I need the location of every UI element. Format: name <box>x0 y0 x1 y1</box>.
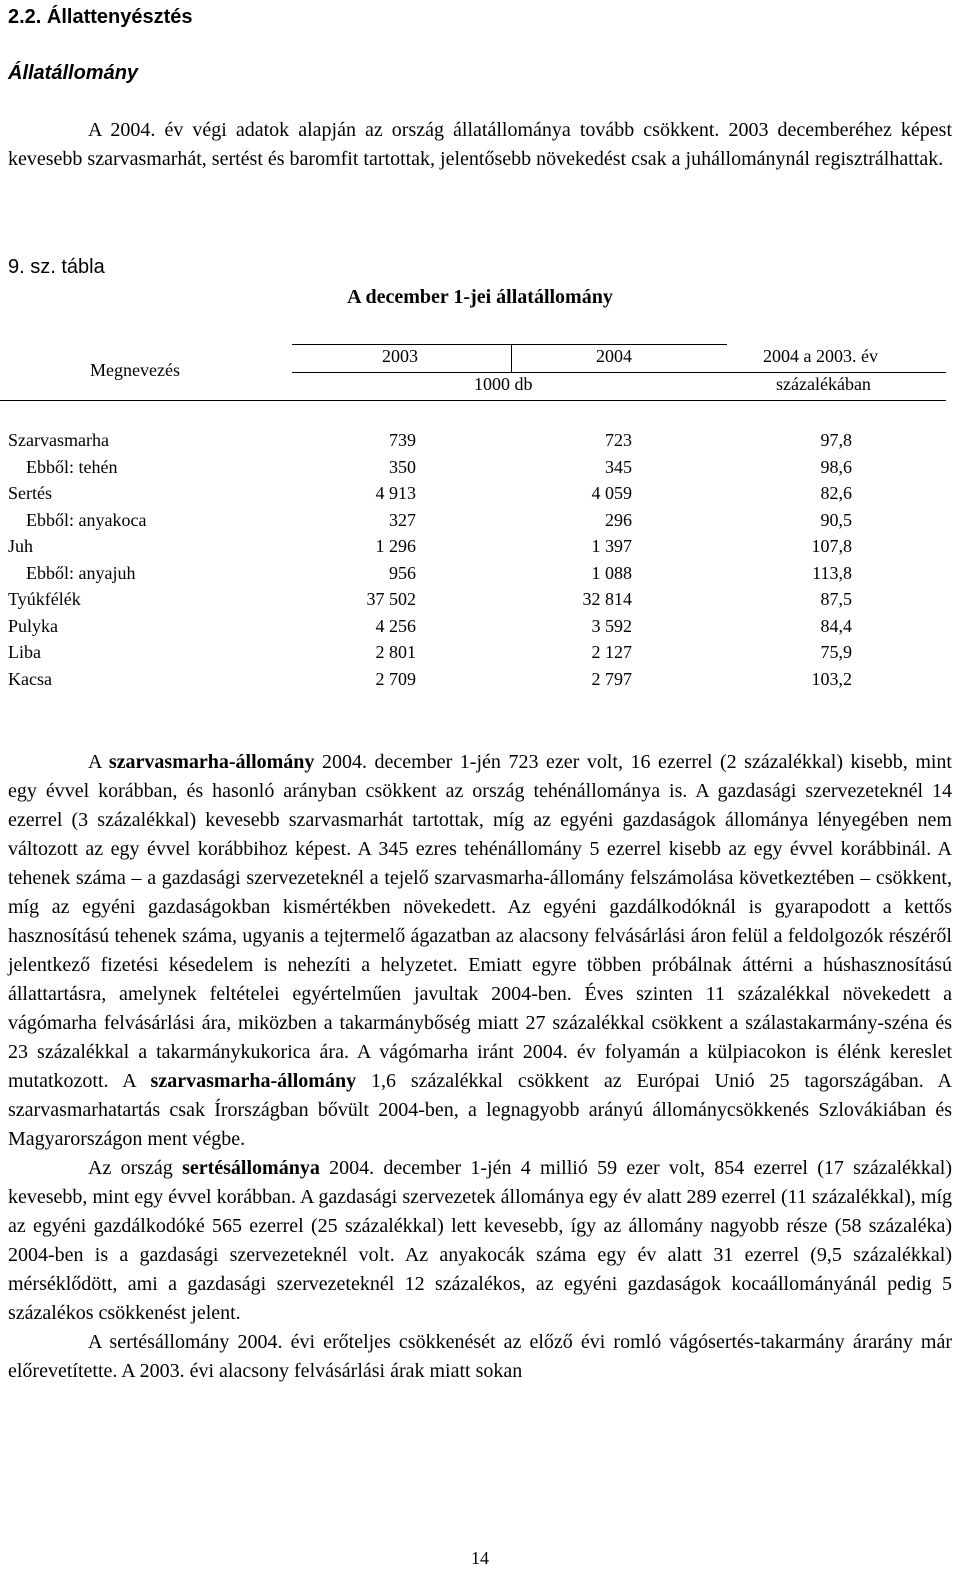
value-2004: 2 797 <box>591 668 632 689</box>
table-row <box>0 536 960 562</box>
value-percent: 113,8 <box>812 562 852 583</box>
header-2004: 2004 <box>596 346 632 366</box>
value-percent: 98,6 <box>820 456 852 477</box>
value-2003: 2 801 <box>375 642 416 662</box>
row-name: Pulyka <box>8 615 59 636</box>
header-top-rule <box>292 344 727 345</box>
value-percent: 97,8 <box>820 430 852 450</box>
value-2003: 2 709 <box>375 668 416 689</box>
value-2003: 956 <box>389 562 416 583</box>
value-percent: 84,4 <box>820 615 852 636</box>
table-row <box>0 563 960 589</box>
header-bottom-rule <box>0 400 946 401</box>
header-name: Megnevezés <box>90 360 180 380</box>
subheading: Állatállomány <box>8 62 139 84</box>
value-2004: 1 397 <box>591 536 632 556</box>
header-vertical-rule <box>511 344 512 372</box>
row-name: Tyúkfélék <box>8 589 81 609</box>
value-2003: 37 502 <box>366 589 416 609</box>
cattle-text-1: A <box>88 751 109 773</box>
cattle-text-3: 1,6 százalékkal csökkent az Európai Unió 25 tagországában. A szarvasmarhatartás csak Írországban bővült 2004-ben, a legnagyobb arányú állománycsökkenés Szlovákiában és Magyarországon ment végbe. <box>8 1070 952 1150</box>
body-text <box>8 748 952 1386</box>
cattle-text-2: 2004. december 1-jén 723 ezer volt, 16 ezerrel (2 százalékkal) kisebb, mint egy évvel korábban, és hasonló arányban csökkent az ország tehénállománya is. A gazdasági szervezeteknél 14 ezerrel (3 százalékkal) kevesebb szarvasmarhát tartottak, míg az egyéni gazdaságok állománya lényegében nem változott az egy évvel korábbihoz képest. A 345 ezres tehénállomány 5 ezerrel kisebb az egy évvel korábbinál. A tehenek száma – a gazdasági szervezeteknél a tejelő szarvasmarha-állomány felszámolása következtében – csökkent, míg az egyéni gazdaságokban kismértékben növekedett. Az egyéni gazdálkodóknál is gyarapodott a kettős hasznosítású tehenek száma, ugyanis a tejtermelő ágazatban az alacsony felvásárlási áron felül a feldolgozók részéről jelentkező fizetési késedelem is nehezíti a helyzetet. Emiatt egyre többen próbálnak áttérni a húshasznosítású állattartásra, amelynek feltételei egyértelműen javultak 2004-ben. Éves szinten 11 százalékkal növekedett a vágómarha felvásárlási ára, miközben a takarmánybőség miatt 27 százalékkal csökkent a szálastakarmány-széna és 23 százalékkal a takarmánykukorica ára. A vágómarha iránt 2004. év folyamán a külpiacokon is élénk kereslet mutatkozott. A <box>8 751 952 1092</box>
table-row <box>0 457 960 483</box>
value-2003: 1 296 <box>375 536 416 556</box>
table-row <box>0 642 960 668</box>
header-pct-line1: 2004 a 2003. év <box>763 346 878 366</box>
header-pct-line2: százalékában <box>776 374 871 394</box>
cattle-keyword-2: szarvasmarha-állomány <box>150 1070 357 1092</box>
table-row <box>0 589 960 615</box>
row-name: Kacsa <box>8 668 52 689</box>
section-heading: 2.2. Állattenyésztés <box>8 6 193 28</box>
value-percent: 90,5 <box>820 509 852 530</box>
value-2003: 327 <box>389 509 416 530</box>
row-name: Ebből: anyajuh <box>26 562 136 583</box>
pig-keyword: sertésállománya <box>182 1157 320 1179</box>
row-name: Ebből: tehén <box>26 456 118 477</box>
intro-paragraph: A 2004. év végi adatok alapján az ország állatállománya tovább csökkent. 2003 decemberéhez képest kevesebb szarvasmarhát, sertést és baromfit tartottak, jelentősebb növekedést csak a juhállománynál regisztrálhattak. <box>8 119 952 170</box>
header-unit: 1000 db <box>474 374 533 394</box>
value-percent: 107,8 <box>811 536 852 556</box>
row-name: Szarvasmarha <box>8 430 109 450</box>
value-percent: 103,2 <box>811 668 852 689</box>
value-percent: 82,6 <box>820 483 852 503</box>
value-2004: 2 127 <box>591 642 632 662</box>
value-2004: 1 088 <box>591 562 632 583</box>
value-percent: 75,9 <box>820 642 852 662</box>
value-2003: 739 <box>389 430 416 450</box>
row-name: Liba <box>8 642 41 662</box>
value-2004: 723 <box>605 430 632 450</box>
pig-text-1: Az ország <box>88 1157 183 1179</box>
table-row <box>0 510 960 536</box>
row-name: Ebből: anyakoca <box>26 509 147 530</box>
table-row <box>0 669 960 695</box>
table-row <box>0 616 960 642</box>
table-row <box>0 430 960 456</box>
value-2004: 296 <box>605 509 632 530</box>
page-number: 14 <box>471 1548 489 1568</box>
value-2004: 3 592 <box>591 615 632 636</box>
pig-text-2: 2004. december 1-jén 4 millió 59 ezer volt, 854 ezerrel (17 százalékkal) kevesebb, mint egy évvel korábban. A gazdasági szervezetek állománya egy év alatt 289 ezerrel (11 százalékkal), míg az egyéni gazdálkodóké 565 ezerrel (25 százalékkal) lett kevesebb, így az állomány nagyobb része (58 százaléka) 2004-ben is a gazdasági szervezeteknél volt. Az anyakocák száma egy év alatt 31 ezerrel (9,5 százalékkal) mérséklődött, ami a gazdasági szervezeteknél 12 százalékos, az egyéni gazdaságok kocaállományánál pedig 5 százalékos csökkenést jelent. <box>8 1157 952 1324</box>
table-number: 9. sz. tábla <box>8 256 105 278</box>
cattle-paragraph <box>8 748 952 1154</box>
row-name: Juh <box>8 536 34 556</box>
value-2003: 4 913 <box>375 483 416 503</box>
value-2003: 350 <box>389 456 416 477</box>
header-mid-rule <box>292 372 727 373</box>
value-2003: 4 256 <box>375 615 416 636</box>
table-title: A december 1-jei állatállomány <box>347 286 613 308</box>
value-2004: 345 <box>605 456 632 477</box>
header-pct-rule <box>727 372 946 373</box>
value-2004: 32 814 <box>582 589 632 609</box>
cattle-keyword-1: szarvasmarha-állomány <box>108 751 315 773</box>
value-2004: 4 059 <box>591 483 632 503</box>
table-row <box>0 483 960 509</box>
value-percent: 87,5 <box>820 589 852 609</box>
pig-paragraph <box>8 1154 952 1328</box>
last-paragraph: A sertésállomány 2004. évi erőteljes csökkenését az előző évi romló vágósertés-takarmány árarány már előrevetítette. A 2003. évi alacsony felvásárlási árak miatt sokan <box>8 1331 952 1382</box>
header-2003: 2003 <box>382 346 418 366</box>
row-name: Sertés <box>8 483 52 503</box>
